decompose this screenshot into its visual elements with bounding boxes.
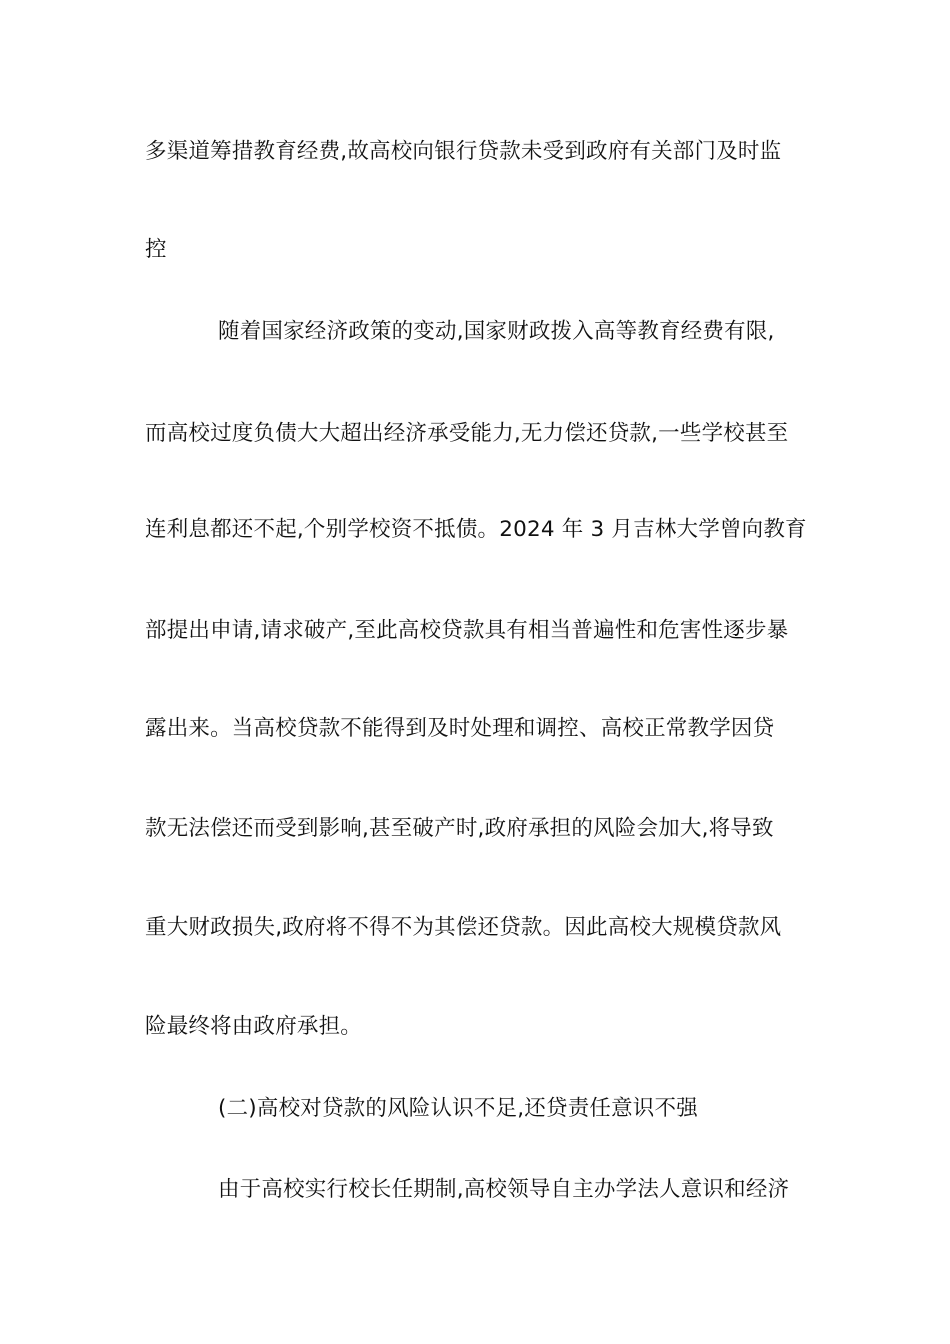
text-line-5: 连利息都还不起,个别学校资不抵债。2024 年 3 月吉林大学曾向教育	[145, 517, 807, 542]
text-line-6: 部提出申请,请求破产,至此高校贷款具有相当普遍性和危害性逐步暴	[145, 618, 789, 643]
text-line-3: 随着国家经济政策的变动,国家财政拨入高等教育经费有限,	[218, 319, 775, 344]
text-line-7: 露出来。当高校贷款不能得到及时处理和调控、高校正常教学因贷	[145, 716, 775, 741]
text-line-1: 多渠道筹措教育经费,故高校向银行贷款未受到政府有关部门及时监	[145, 139, 782, 164]
text-line-10: 险最终将由政府承担。	[145, 1014, 363, 1039]
text-line-9: 重大财政损失,政府将不得不为其偿还贷款。因此高校大规模贷款风	[145, 915, 782, 940]
text-line-4: 而高校过度负债大大超出经济承受能力,无力偿还贷款,一些学校甚至	[145, 421, 789, 446]
text-line-12: 由于高校实行校长任期制,高校领导自主办学法人意识和经济	[218, 1177, 790, 1202]
text-line-8: 款无法偿还而受到影响,甚至破产时,政府承担的风险会加大,将导致	[145, 816, 774, 841]
section-heading: (二)高校对贷款的风险认识不足,还贷责任意识不强	[218, 1096, 698, 1121]
text-line-2: 控	[145, 237, 167, 262]
